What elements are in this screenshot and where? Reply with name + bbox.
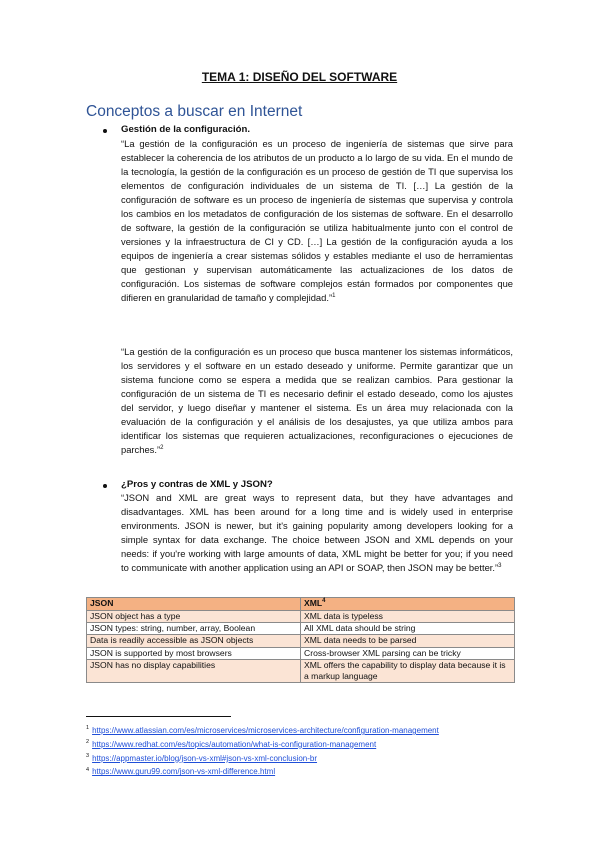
- table-cell: JSON types: string, number, array, Boolean: [87, 623, 301, 635]
- table-row: [87, 635, 515, 647]
- quote-xml-json: [121, 491, 513, 575]
- table-header-row: [87, 598, 515, 611]
- footnote-number: 1: [86, 725, 90, 732]
- table-cell: XML data is typeless: [301, 611, 515, 623]
- footnote-link[interactable]: https://www.atlassian.com/es/microservices/microservices-architecture/configuration-management: [92, 726, 439, 735]
- quote-text: “JSON and XML are great ways to represent data, but they have advantages and disadvantages. XML has been around for a long time and is widely used in enterprise environments. JSON is newer, but it's gaining popularity among developers looking for a simple syntax for data exchange. The choice between JSON and XML depends on your needs: if you're working with large amounts of data, XML might be better for you; if you need to communicate with another application using an API or SOAP, then JSON may be better.”: [121, 492, 513, 573]
- bullet-dot: [103, 129, 107, 133]
- bullet-title-xml-json: ¿Pros y contras de XML y JSON?: [121, 479, 273, 490]
- table-cell: XML data needs to be parsed: [301, 635, 515, 647]
- footnote-ref: 1: [332, 292, 336, 299]
- table-cell: JSON is supported by most browsers: [87, 647, 301, 659]
- table-header-xml: [301, 598, 515, 611]
- table-cell: All XML data should be string: [301, 623, 515, 635]
- footnote-number: 4: [86, 766, 90, 773]
- table-cell: XML offers the capability to display data because it is a markup language: [301, 659, 515, 682]
- table-row: [87, 623, 515, 635]
- document-title: TEMA 1: DISEÑO DEL SOFTWARE: [201, 70, 398, 84]
- footnote-link[interactable]: https://appmaster.io/blog/json-vs-xml#json-vs-xml-conclusion-br: [92, 753, 318, 763]
- table-header-json: JSON: [87, 598, 301, 611]
- bullet-dot: [103, 484, 107, 488]
- header-xml-label: XML: [304, 598, 323, 608]
- footnote-separator: [86, 716, 231, 717]
- footnote-ref: 3: [498, 562, 502, 569]
- footnote-link[interactable]: https://www.guru99.com/json-vs-xml-difference.html: [92, 767, 276, 777]
- table-row: [87, 647, 515, 659]
- footnote-item: [86, 765, 526, 779]
- quote-text: “La gestión de la configuración es un proceso que busca mantener los sistemas informáticos, los servidores y el software en un estado deseado y uniforme. Permite garantizar que un sistema funcione como se espera a medida que se realizan cambios. Para gestionar la configuración de un sistema de TI es necesario definir el estado deseado, como los ajustes del servidor, y luego diseñar y mantener el sistema. Es un área muy relacionada con la evaluación de la configuración y el análisis de los desajustes, ya que utiliza ambos para identificar los sistemas que requieren actualizaciones, reconfiguraciones o ejecuciones de parches.”: [121, 346, 513, 455]
- footnote-item: [86, 752, 526, 766]
- quote-text: “La gestión de la configuración es un proceso de ingeniería de sistemas que sirve para establecer la coherencia de los atributos de un producto a lo largo de su vida. En el mundo de la tecnología, la gestión de la configuración es un proceso de gestión de TI que supervisa los elementos de configuración individuales de un sistema de TI. […] La gestión de la configuración de software es un proceso de ingeniería de sistemas que supervisa y controla los cambios en los metadatos de configuración de los sistemas de software. En el desarrollo de software, la gestión de la configuración se utiliza habitualmente junto con el control de versiones y la infraestructura de CI y CD. […] La gestión de la configuración ayuda a los equipos de ingeniería a crear sistemas sólidos y estables mediante el uso de herramientas que gestionan y supervisan automáticamente las actualizaciones de los datos de configuración. Los sistemas de software complejos están formados por componentes que difieren en granularidad de tamaño y complejidad.”: [121, 138, 513, 303]
- footnote-number: 2: [86, 739, 90, 746]
- footnote-item: [86, 738, 526, 752]
- table-row: [87, 611, 515, 623]
- json-xml-table: [86, 597, 515, 683]
- footnote-ref: 4: [322, 598, 326, 605]
- bullet-title-config: Gestión de la configuración.: [121, 124, 251, 135]
- footnote-number: 3: [86, 752, 90, 759]
- quote-config-atlassian: [121, 137, 513, 305]
- table-cell: Cross-browser XML parsing can be tricky: [301, 647, 515, 659]
- table-cell: Data is readily accessible as JSON objects: [87, 635, 301, 647]
- footnote-link[interactable]: https://www.redhat.com/es/topics/automation/what-is-configuration-management: [92, 739, 377, 749]
- table-cell: JSON object has a type: [87, 611, 301, 623]
- table-cell: JSON has no display capabilities: [87, 659, 301, 682]
- section-heading: Conceptos a buscar en Internet: [86, 103, 303, 120]
- table-row: [87, 659, 515, 682]
- footnote-item: [86, 724, 526, 738]
- quote-config-redhat: [121, 345, 513, 457]
- footnote-ref: 2: [160, 444, 164, 451]
- footnotes: [86, 724, 526, 779]
